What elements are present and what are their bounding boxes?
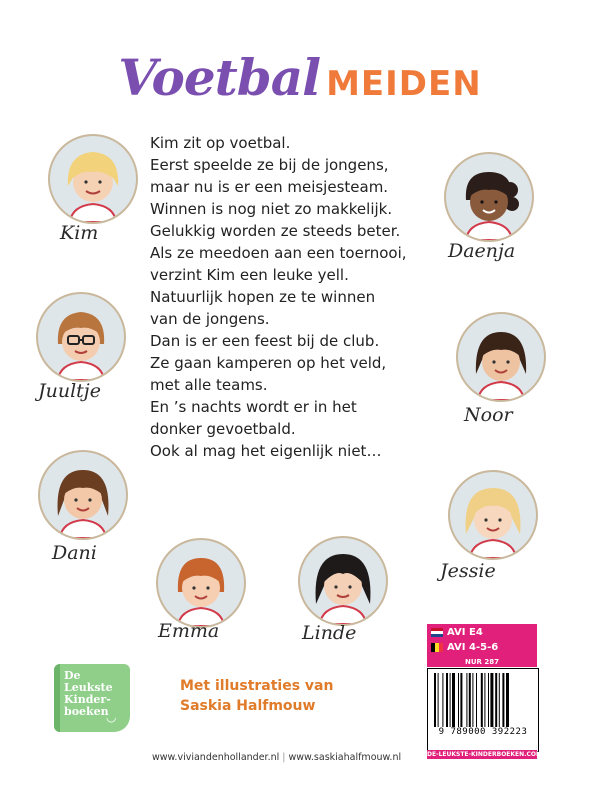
avi-level-box (427, 624, 537, 658)
book-spine-icon (54, 664, 60, 732)
blurb-line: Dan is er een feest bij de club. (150, 332, 380, 350)
blurb-text (150, 132, 450, 462)
portrait-jessie (448, 470, 538, 560)
blurb-line: En ’s nachts wordt er in het (150, 398, 357, 416)
portrait-kim (48, 134, 138, 224)
blurb-line: donker gevoetbald. (150, 420, 296, 438)
badge-line: Leukste (64, 681, 113, 694)
avi-be (431, 642, 498, 656)
url-separator: | (282, 752, 286, 763)
blurb-line: maar nu is er een meisjesteam. (150, 178, 389, 196)
girl-portrait-icon (300, 538, 386, 624)
name-juultje: Juultje (38, 380, 101, 402)
nur-code: NUR 287 (427, 658, 537, 667)
avi-nl-label: AVI E4 (447, 627, 483, 638)
blurb-line: verzint Kim een leuke yell. (150, 266, 349, 284)
badge-line: De (64, 669, 81, 682)
name-kim: Kim (60, 222, 99, 244)
website-links (152, 752, 401, 763)
leukste-kinderboeken-badge (54, 664, 130, 732)
illustrator-website: www.saskiahalfmouw.nl (288, 752, 402, 763)
portrait-dani (38, 450, 128, 540)
barcode (427, 668, 539, 752)
portrait-linde (298, 536, 388, 626)
author-website: www.viviandenhollander.nl (152, 752, 280, 763)
name-dani: Dani (52, 542, 97, 564)
badge-line: boeken (64, 705, 109, 718)
portrait-daenja (444, 152, 534, 242)
girl-portrait-icon (158, 540, 244, 626)
blurb-line: van de jongens. (150, 310, 270, 328)
girl-portrait-icon (446, 154, 532, 240)
girl-portrait-icon (450, 472, 536, 558)
girl-portrait-icon (50, 136, 136, 222)
girl-portrait-icon (458, 314, 544, 400)
name-noor: Noor (464, 404, 513, 426)
credit-line: Met illustraties van (180, 678, 334, 694)
blurb-line: Winnen is nog niet zo makkelijk. (150, 200, 393, 218)
title-meiden: MEIDEN (326, 64, 482, 104)
blurb-line: Ze gaan kamperen op het veld, (150, 354, 387, 372)
barcode-site: DE-LEUKSTE-KINDERBOEKEN.COM (427, 751, 542, 758)
flag-be-icon (431, 643, 443, 652)
girl-portrait-icon (38, 294, 124, 380)
flag-nl-icon (431, 628, 443, 637)
title-voetbal: Voetbal (118, 48, 321, 107)
name-linde: Linde (302, 622, 357, 644)
name-emma: Emma (158, 620, 220, 642)
illustrator-credit (180, 676, 333, 716)
blurb-line: met alle teams. (150, 376, 268, 394)
credit-line: Saskia Halfmouw (180, 698, 316, 714)
smiley-icon: ◡ (106, 710, 117, 724)
isbn-number: 9 789000 392223 (438, 727, 528, 737)
name-daenja: Daenja (448, 240, 516, 262)
barcode-bars-icon (434, 673, 532, 727)
avi-nl (431, 627, 483, 641)
blurb-line: Ook al mag het eigenlijk niet… (150, 442, 382, 460)
portrait-juultje (36, 292, 126, 382)
avi-be-label: AVI 4-5-6 (447, 642, 499, 653)
portrait-emma (156, 538, 246, 628)
blurb-line: Kim zit op voetbal. (150, 134, 291, 152)
girl-portrait-icon (40, 452, 126, 538)
portrait-noor (456, 312, 546, 402)
blurb-line: Natuurlijk hopen ze te winnen (150, 288, 376, 306)
book-title (0, 48, 600, 107)
blurb-line: Eerst speelde ze bij de jongens, (150, 156, 389, 174)
badge-line: Kinder- (64, 693, 111, 706)
blurb-line: Als ze meedoen aan een toernooi, (150, 244, 407, 262)
blurb-line: Gelukkig worden ze steeds beter. (150, 222, 401, 240)
name-jessie: Jessie (440, 560, 496, 582)
